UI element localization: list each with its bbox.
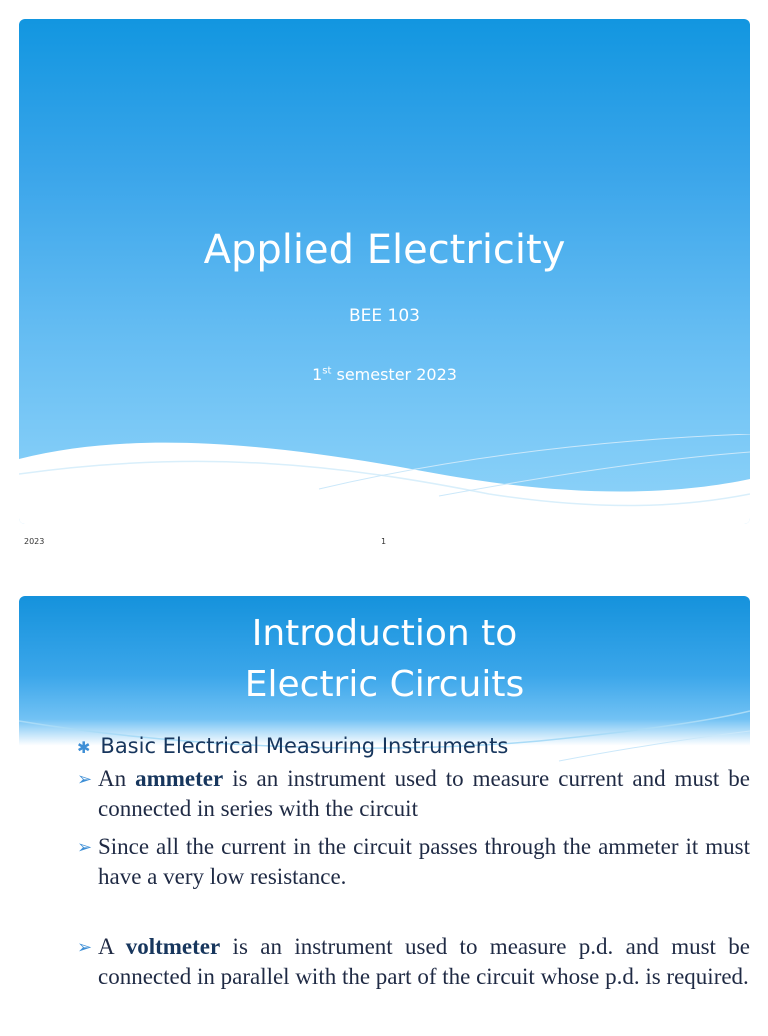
term-voltmeter: voltmeter — [125, 934, 221, 959]
course-code: BEE 103 — [349, 306, 420, 326]
section-heading — [77, 734, 750, 758]
slide-title-line-2: Electric Circuits — [244, 664, 525, 705]
title-slide — [19, 19, 750, 524]
slide-title-line-1: Introduction to — [251, 613, 518, 654]
paragraph-text: is an instrument used to measure p.d. and must be connected in parallel with the part of the circuit whose p.d. is required. — [98, 934, 750, 989]
paragraph-text: Since all the current in the circuit passes through the ammeter it must have a very low resistance. — [98, 834, 750, 889]
slide-title — [19, 608, 750, 710]
paragraph-text: A — [98, 934, 126, 959]
footer-page-number: 1 — [381, 537, 387, 546]
section-heading-text: Basic Electrical Measuring Instruments — [100, 734, 509, 758]
content-slide — [19, 596, 750, 1036]
paragraph-text: An — [98, 766, 136, 791]
paragraph-text: is an instrument used to measure current and must be connected in series with the circuit — [98, 766, 750, 821]
slide-title: Applied Electricity — [203, 227, 566, 273]
resistance-paragraph — [77, 832, 750, 892]
semester-ordinal: 1 — [312, 365, 323, 384]
wave-decoration — [19, 434, 750, 524]
footer-year: 2023 — [24, 537, 45, 546]
arrow-bullet-icon: ➢ — [77, 769, 93, 789]
semester-rest: semester 2023 — [331, 365, 457, 384]
semester-label — [19, 365, 750, 384]
semester-ordinal-suffix: st — [322, 365, 332, 377]
ammeter-paragraph — [77, 764, 750, 824]
arrow-bullet-icon: ➢ — [77, 937, 93, 957]
voltmeter-paragraph — [77, 932, 750, 992]
term-ammeter: ammeter — [135, 766, 224, 791]
asterisk-bullet-icon: ✱ — [77, 738, 91, 757]
slide-body — [77, 734, 750, 1000]
arrow-bullet-icon: ➢ — [77, 837, 93, 857]
